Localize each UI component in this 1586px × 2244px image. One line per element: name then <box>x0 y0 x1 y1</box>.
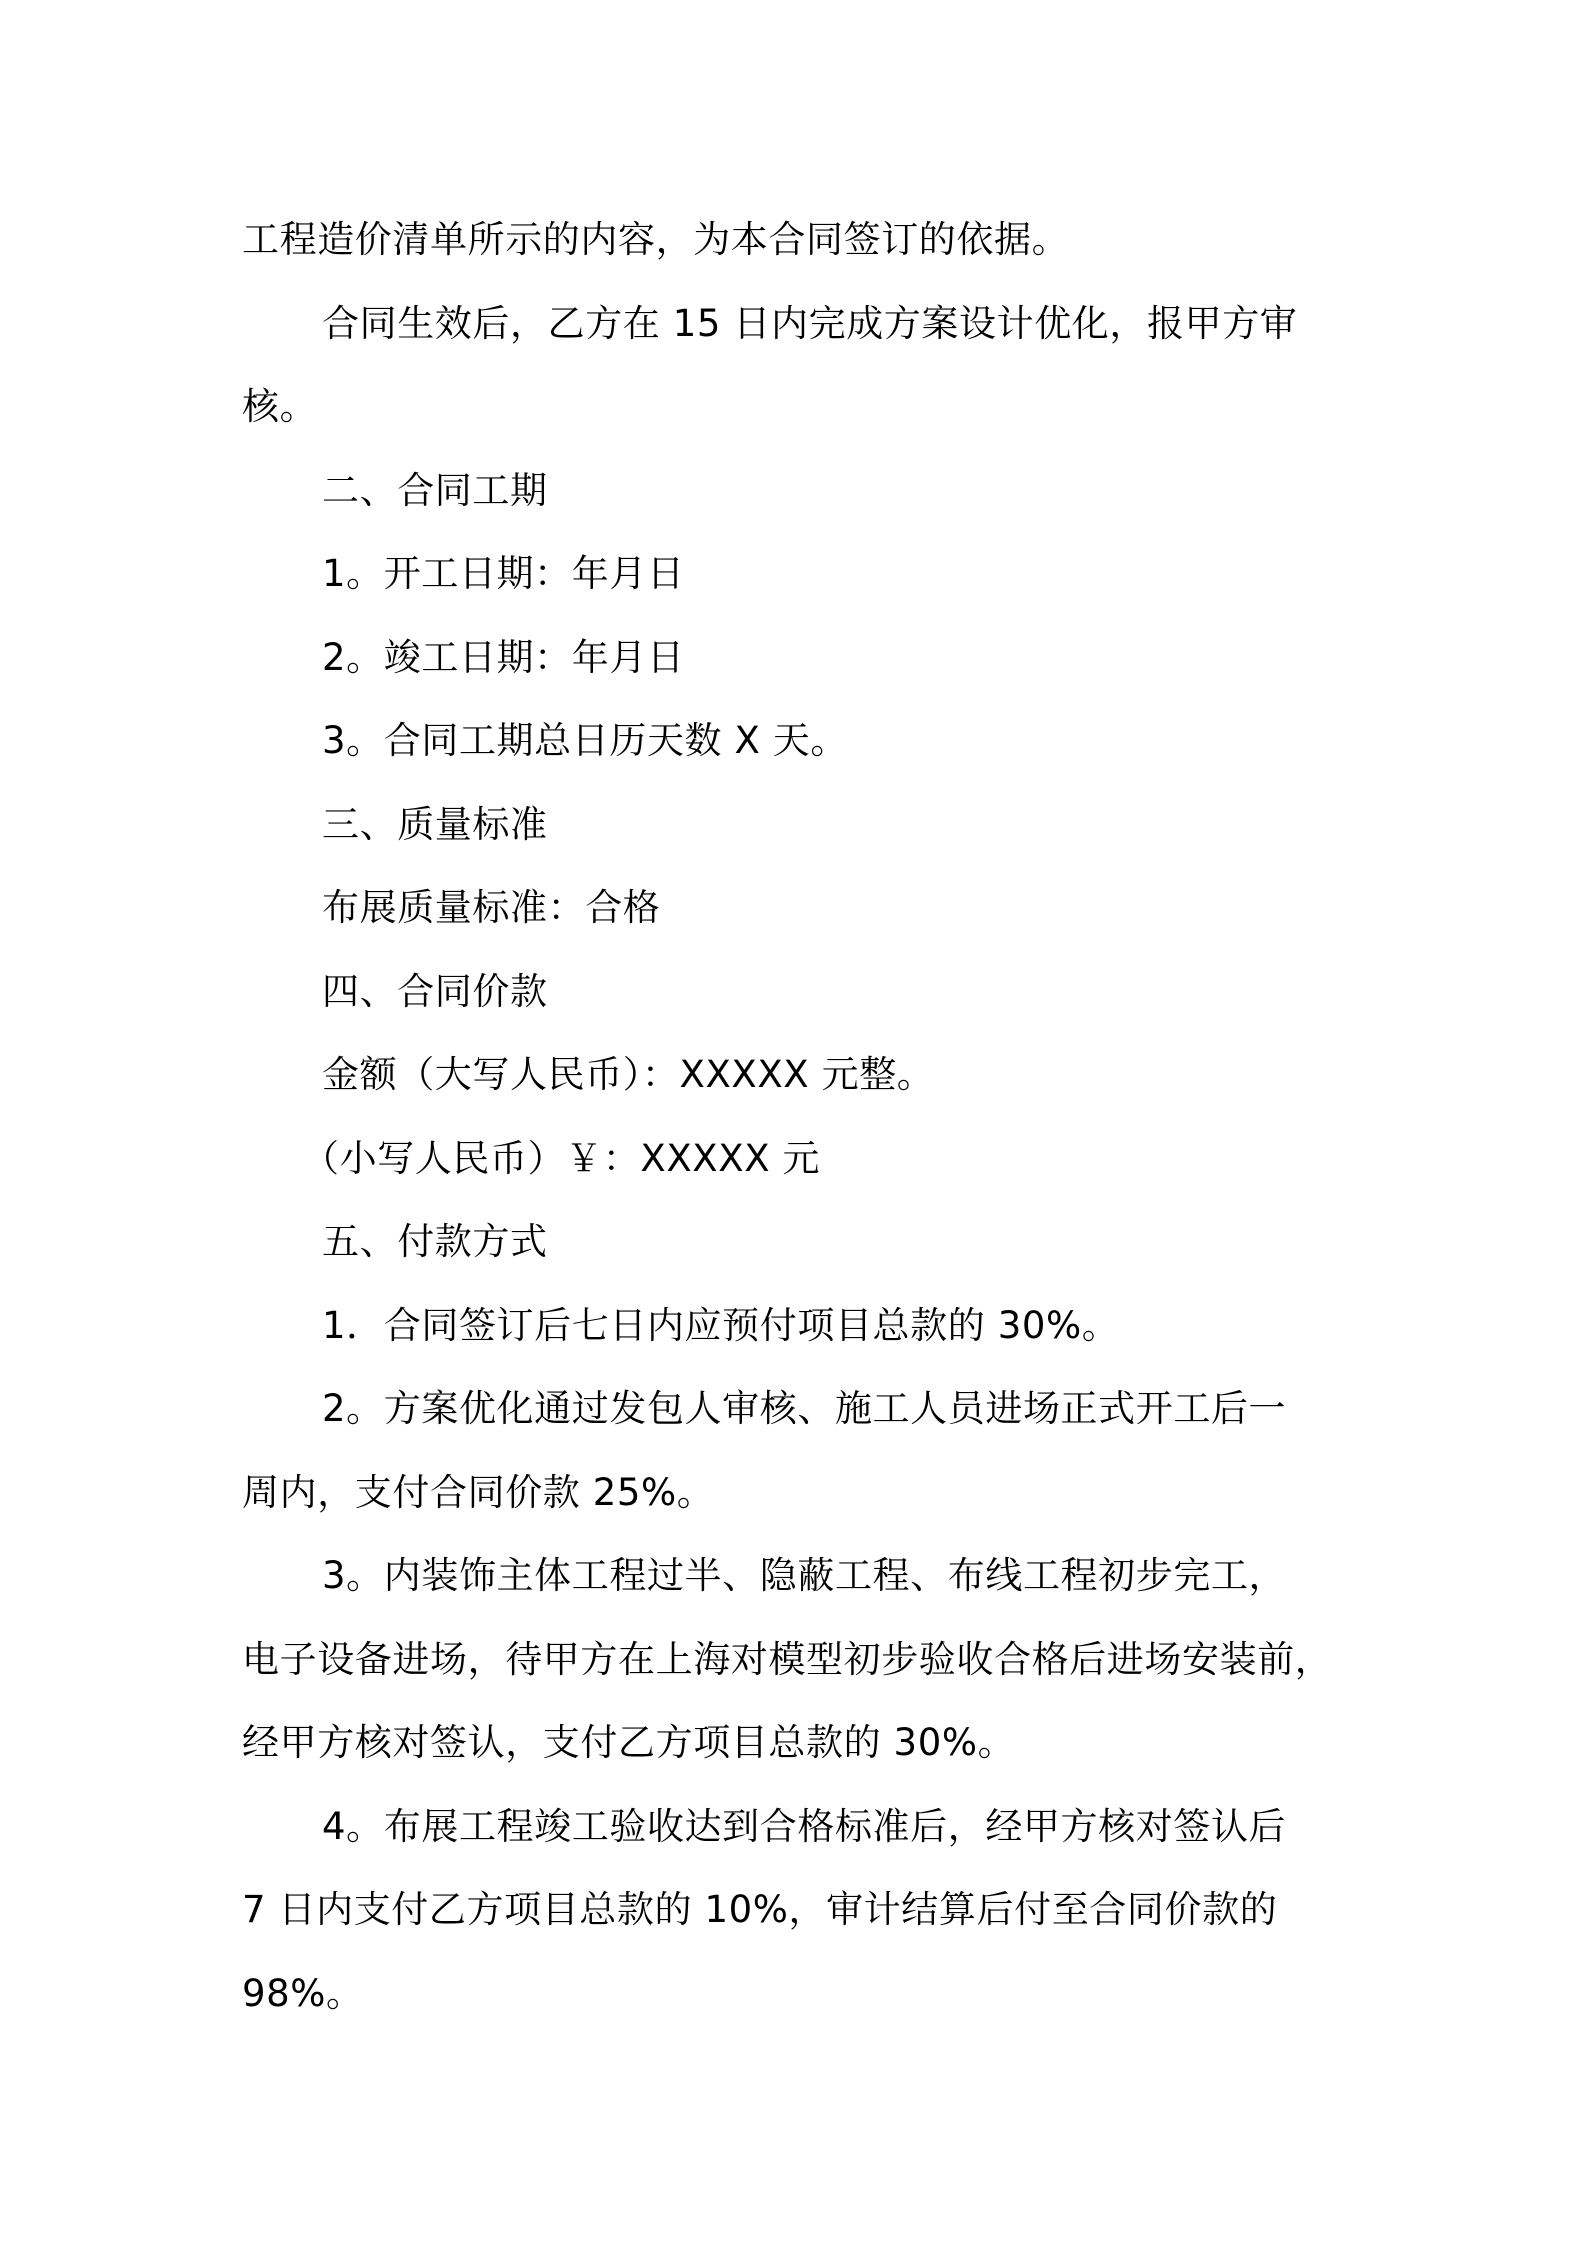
text-line: 98%。 <box>242 1971 364 2015</box>
section-heading: 二、合同工期 <box>322 468 548 512</box>
text-line: 合同生效后，乙方在 15 日内完成方案设计优化，报甲方审 <box>322 301 1298 345</box>
text-line: （小写人民币）￥：XXXXX 元 <box>302 1136 821 1180</box>
list-item: 3。合同工期总日历天数 X 天。 <box>322 719 849 762</box>
text-line: 工程造价清单所示的内容，为本合同签订的依据。 <box>242 218 1070 261</box>
section-heading: 三、质量标准 <box>322 802 548 846</box>
text-line: 布展质量标准：合格 <box>322 886 661 929</box>
list-item: 2。方案优化通过发包人审核、施工人员进场正式开工后一 <box>322 1387 1287 1430</box>
section-heading: 四、合同价款 <box>322 969 548 1013</box>
text-line: 经甲方核对签认，支付乙方项目总款的 30%。 <box>242 1721 1016 1764</box>
list-item: 2。竣工日期：年月日 <box>322 635 685 679</box>
list-item: 4。布展工程竣工验收达到合格标准后，经甲方核对签认后 <box>322 1804 1287 1848</box>
text-line: 周内，支付合同价款 25%。 <box>242 1470 715 1514</box>
list-item: 1。开工日期：年月日 <box>322 552 685 595</box>
document-body <box>242 198 1362 2035</box>
text-line: 金额（大写人民币）：XXXXX 元整。 <box>322 1053 935 1096</box>
text-line: 电子设备进场，待甲方在上海对模型初步验收合格后进场安装前， <box>242 1637 1333 1681</box>
text-line: 核。 <box>242 385 318 428</box>
list-item: 1．合同签订后七日内应预付项目总款的 30%。 <box>322 1303 1120 1347</box>
list-item: 3。内装饰主体工程过半、隐蔽工程、布线工程初步完工， <box>322 1554 1287 1597</box>
text-line: 7 日内支付乙方项目总款的 10%，审计结算后付至合同价款的 <box>242 1888 1278 1931</box>
section-heading: 五、付款方式 <box>322 1220 548 1263</box>
